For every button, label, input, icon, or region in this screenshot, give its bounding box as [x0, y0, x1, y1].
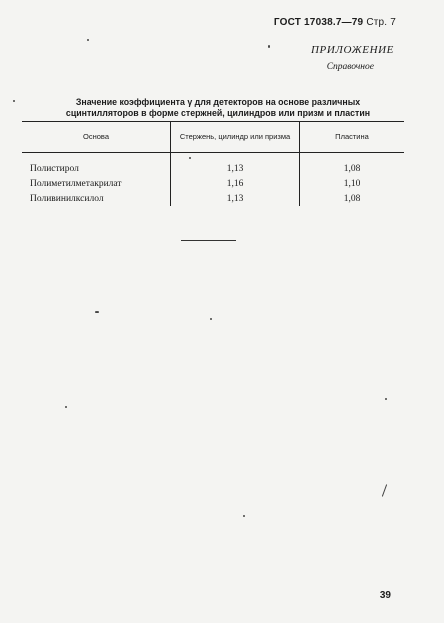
plate-value-cell: 1,10: [300, 176, 405, 191]
column-header-base: Основа: [22, 122, 171, 153]
appendix-note: Справочное: [326, 62, 374, 72]
table-row: [22, 191, 404, 206]
table-header-row: [22, 122, 404, 153]
scan-speck: [210, 318, 212, 320]
scan-speck: [13, 100, 15, 102]
base-cell: Поливинилксилол: [30, 193, 104, 204]
base-cell: Полистирол: [30, 163, 79, 174]
rod-value-cell: 1,16: [171, 176, 300, 191]
scan-speck: [189, 157, 191, 159]
appendix-label: ПРИЛОЖЕНИЕ: [311, 44, 394, 56]
scan-speck: [268, 45, 270, 48]
rod-value-cell: 1,13: [171, 191, 300, 206]
scan-speck: [243, 515, 245, 517]
table-row: [22, 153, 404, 177]
section-divider: [181, 240, 236, 241]
table-title-line-1: Значение коэффициента γ для детекторов на основе различных: [75, 97, 361, 107]
scan-speck: [382, 484, 388, 497]
column-header-rod: Стержень, цилиндр или призма: [171, 122, 300, 153]
scan-speck: [95, 311, 99, 313]
table-row: [22, 176, 404, 191]
table-title-line-2: сцинтилляторов в форме стержней, цилиндров или призм и пластин: [65, 108, 371, 118]
base-cell: Полиметилметакрилат: [30, 178, 122, 189]
scan-speck: [385, 398, 387, 400]
plate-value-cell: 1,08: [300, 153, 405, 177]
scan-speck: [87, 39, 89, 41]
standard-number: ГОСТ 17038.7—79: [273, 17, 364, 28]
coefficient-table: [22, 121, 404, 206]
table-title: [28, 97, 408, 119]
plate-value-cell: 1,08: [300, 191, 405, 206]
column-header-plate: Пластина: [300, 122, 405, 153]
page-header: [274, 17, 396, 28]
page-number: 39: [379, 590, 391, 601]
scan-speck: [65, 406, 67, 408]
page-reference: Стр. 7: [366, 17, 396, 28]
rod-value-cell: 1,13: [171, 153, 300, 177]
